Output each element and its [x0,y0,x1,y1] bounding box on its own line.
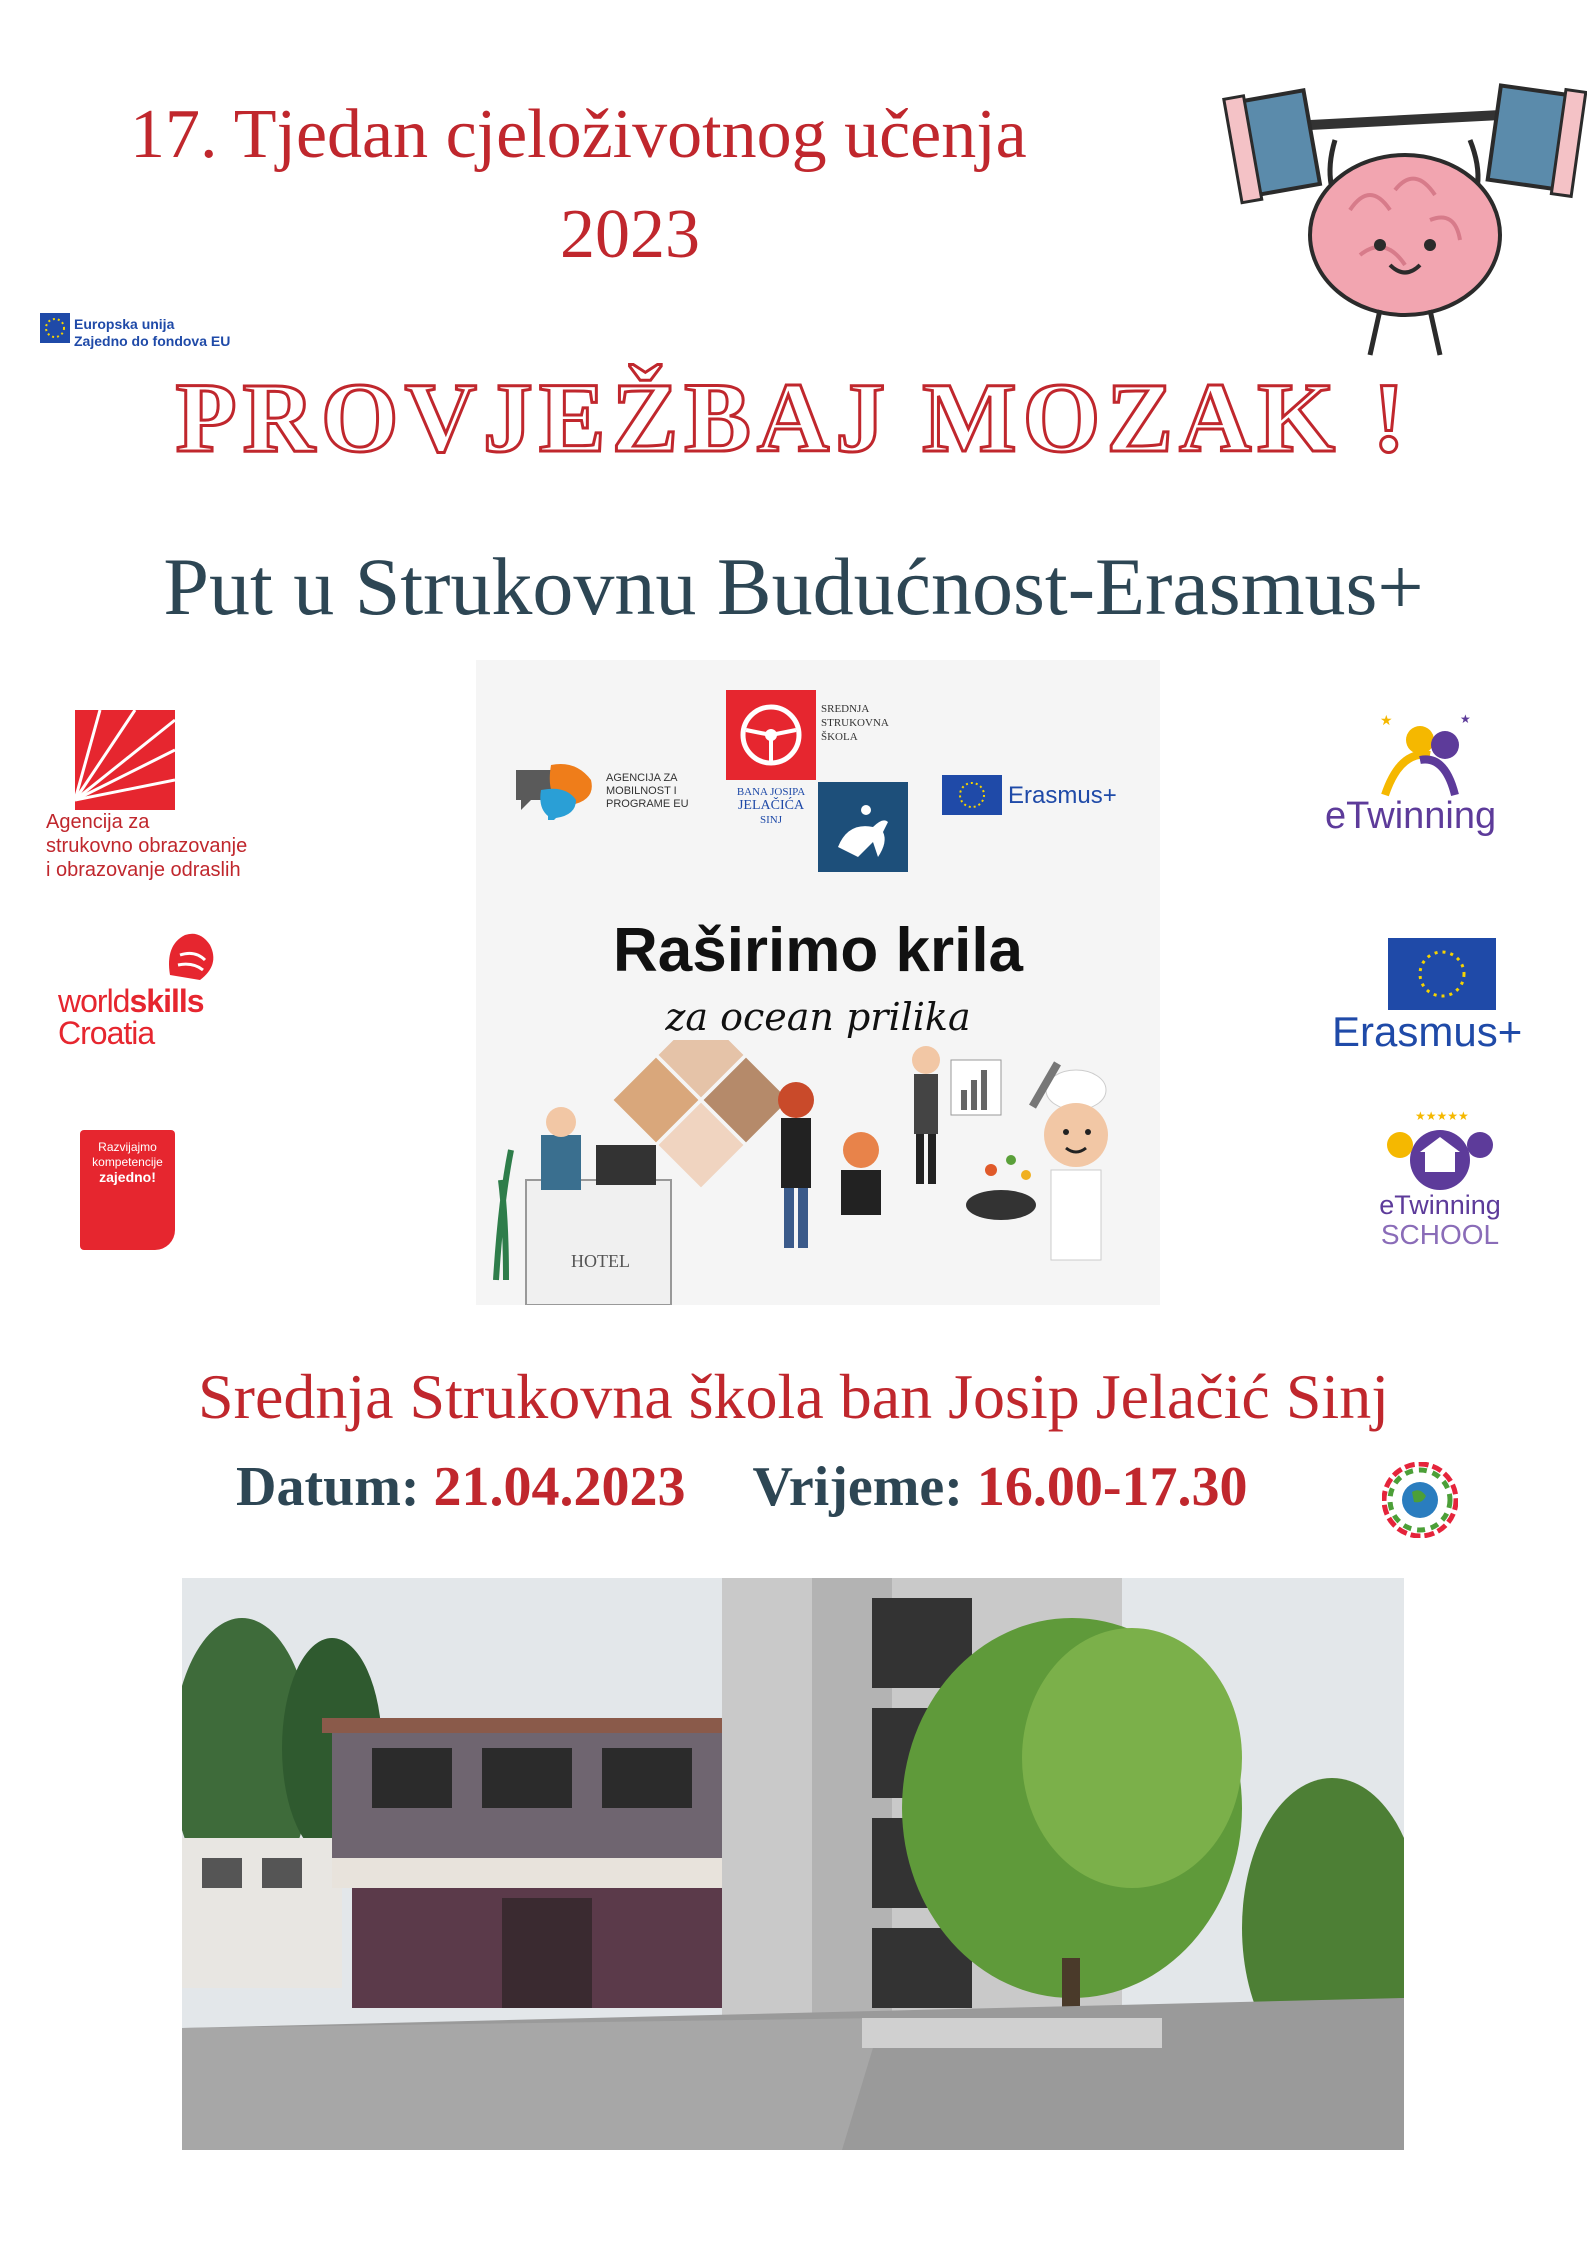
headline: PROVJEŽBAJ MOZAK ! [175,362,1412,473]
etwinning-icon [1360,705,1480,800]
sdg-globe-icon [1382,1462,1458,1538]
school-name: Srednja Strukovna škola ban Josip Jelačić Sinj [198,1361,1389,1432]
school-logo-line-2: STRUKOVNA [821,717,889,729]
steering-wheel-icon [726,690,816,780]
etwinning-school-line-2: SCHOOL [1380,1219,1500,1250]
brain-weightlifter-illustration [1220,60,1587,360]
hotel-sign: HOTEL [571,1251,630,1271]
date-value: 21.04.2023 [433,1456,686,1518]
asoo-line-1: Agencija za [46,811,150,833]
time-value: 16.00-17.30 [976,1456,1248,1518]
subheadline: Put u Strukovnu Budućnost-Erasmus+ [163,541,1424,632]
asoo-line-3: i obrazovanje odraslih [46,859,241,881]
eu-badge-line-1: Europska unija [74,316,175,332]
title-line-1: 17. Tjedan cjeloživotnog učenja [130,96,1027,173]
svg-text:★: ★ [1380,713,1393,729]
school-logo-line-3: ŠKOLA [821,731,858,743]
eu-badge-line-2: Zajedno do fondova EU [74,333,231,349]
razvijajmo-line-1: Razvijajmo [98,1140,157,1154]
ampeu-line-1: AGENCIJA ZA [606,772,678,784]
worldskills-part-2: skills [129,983,204,1019]
title-line-2: 2023 [560,196,700,273]
school-logo [726,690,908,875]
vocations-illustration [476,1040,1160,1305]
event-info [236,1455,1248,1519]
horseman-icon [818,782,908,872]
school-logo-line-1: SREDNJA [821,703,870,715]
school-logo-line-4: BANA JOSIPA [736,786,806,798]
ampeu-line-2: MOBILNOST I [606,785,677,797]
erasmus-logo-text: Erasmus+ [1332,1008,1523,1055]
asoo-line-2: strukovno obrazovanje [46,835,248,857]
time-label: Vrijeme: [752,1456,963,1518]
worldskills-part-1: world [58,983,130,1019]
school-logo-line-6: SINJ [759,814,782,826]
poster-erasmus-text: Erasmus+ [1008,782,1117,809]
school-logo-line-5: JELAČIĆA [737,798,805,813]
worldskills-hand-icon [160,925,225,985]
razvijajmo-line-3: zajedno! [99,1169,156,1185]
asoo-logo-icon [75,710,175,810]
worldskills-part-3: Croatia [58,1015,155,1051]
svg-text:★: ★ [1460,712,1471,726]
razvijajmo-badge [80,1130,175,1250]
razvijajmo-line-2: kompetencije [92,1155,163,1169]
erasmus-flag-icon [942,775,1002,815]
poster-subtitle: za ocean prilika [665,995,971,1039]
erasmus-poster [476,660,1160,1305]
ampeu-line-3: PROGRAME EU [606,798,689,810]
svg-text:★★★★★: ★★★★★ [1415,1109,1469,1123]
etwinning-school-line-1: eTwinning [1379,1190,1501,1220]
school-building-photo [182,1578,1404,2150]
erasmus-flag-large-icon [1388,938,1496,1010]
date-label: Datum: [236,1456,420,1518]
poster-title: Raširimo krila [612,916,1024,985]
eu-flag-icon [40,313,70,343]
building-photo-illustration [182,1578,1404,2150]
etwinning-text: eTwinning [1325,795,1497,837]
ampeu-logo-icon [511,760,601,820]
